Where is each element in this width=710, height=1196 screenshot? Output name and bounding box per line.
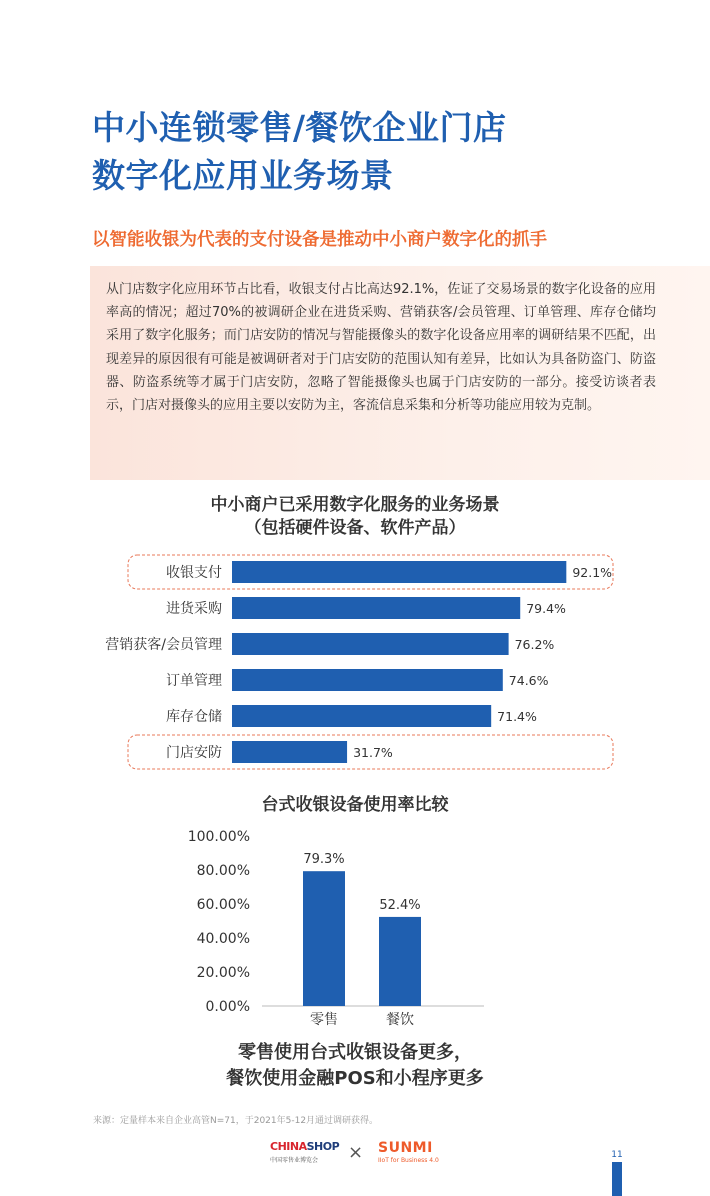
conclusion-line-1: 零售使用台式收银设备更多， xyxy=(238,1042,472,1063)
bar-chart-1-title xyxy=(0,494,710,540)
column-value-label-0: 79.3% xyxy=(303,852,345,868)
column-value-label-1: 52.4% xyxy=(379,897,421,913)
y-tick-label-0: 0.00% xyxy=(205,999,250,1015)
page-number-bar xyxy=(612,1162,622,1196)
y-tick-label-3: 60.00% xyxy=(196,897,250,913)
sunmi-logo-sub: IIoT for Business 4.0 xyxy=(378,1157,439,1164)
conclusion-title xyxy=(0,1040,710,1092)
column-category-label-0: 零售 xyxy=(310,1012,338,1028)
bar-4 xyxy=(232,705,491,727)
vertical-bar-chart xyxy=(0,820,710,1040)
value-label-1: 79.4% xyxy=(526,601,566,616)
column-category-label-1: 餐饮 xyxy=(386,1012,414,1028)
column-0 xyxy=(303,871,345,1006)
value-label-4: 71.4% xyxy=(497,709,537,724)
page-title-line-2: 数字化应用业务场景 xyxy=(92,156,394,195)
value-label-0: 92.1% xyxy=(572,565,613,580)
y-tick-label-2: 40.00% xyxy=(196,931,250,947)
bar-3 xyxy=(232,669,503,691)
summary-paragraph: 从门店数字化应用环节占比看，收银支付占比高达92.1%，佐证了交易场景的数字化设备的应用率高的情况；超过70%的被调研企业在进货采购、营销获客/会员管理、订单管理、库存仓储均采用了数字化服务；而门店安防的情况与智能摄像头的数字化设备应用率的调研结果不匹配，出现差异的原因很有可能是被调研者对于门店安防的范围认知有差异，比如认为具备防盗门、防盗器、防盗系统等才属于门店安防，忽略了智能摄像头也属于门店安防的一部分。接受访谈者表示，门店对摄像头的应用主要以安防为主，客流信息采集和分析等功能应用较为克制。 xyxy=(106,282,656,414)
section-subtitle: 以智能收银为代表的支付设备是推动中小商户数字化的抓手 xyxy=(92,230,547,250)
bar-chart-1-title-line-2: （包括硬件设备、软件产品） xyxy=(244,518,466,538)
bar-0 xyxy=(232,561,566,583)
summary-box xyxy=(90,266,710,480)
category-label-3: 订单管理 xyxy=(166,673,222,689)
column-1 xyxy=(379,917,421,1006)
bar-1 xyxy=(232,597,520,619)
cross-icon: × xyxy=(348,1142,364,1163)
category-label-4: 库存仓储 xyxy=(166,709,222,725)
bar-5 xyxy=(232,741,347,763)
chinashop-logo-b: SHOP xyxy=(306,1140,340,1153)
category-label-2: 营销获客/会员管理 xyxy=(105,637,222,653)
source-note: 来源：定量样本来自企业高管N=71，于2021年5-12月通过调研获得。 xyxy=(93,1116,379,1126)
value-label-2: 76.2% xyxy=(514,637,555,652)
horizontal-bar-chart xyxy=(0,548,710,778)
sunmi-logo: SUNMI xyxy=(378,1140,433,1156)
value-label-3: 74.6% xyxy=(508,673,549,688)
y-tick-label-5: 100.00% xyxy=(187,829,250,845)
y-tick-label-4: 80.00% xyxy=(196,863,250,879)
chinashop-logo xyxy=(270,1140,339,1153)
page-title-line-1: 中小连锁零售/餐饮企业门店 xyxy=(92,108,507,147)
bar-chart-1-title-line-1: 中小商户已采用数字化服务的业务场景 xyxy=(210,495,500,515)
category-label-1: 进货采购 xyxy=(166,601,222,617)
bar-2 xyxy=(232,633,509,655)
chinashop-logo-a: CHINA xyxy=(270,1140,307,1153)
page-number: 11 xyxy=(611,1150,623,1160)
bar-chart-2-title: 台式收银设备使用率比较 xyxy=(261,795,449,815)
category-label-0: 收银支付 xyxy=(166,565,222,581)
page-title xyxy=(92,104,507,200)
conclusion-line-2: 餐饮使用金融POS和小程序更多 xyxy=(226,1068,484,1089)
chinashop-logo-sub: 中国零售业博览会 xyxy=(270,1157,319,1164)
y-tick-label-1: 20.00% xyxy=(196,965,250,981)
category-label-5: 门店安防 xyxy=(166,745,222,761)
footer-logos xyxy=(270,1140,450,1170)
value-label-5: 31.7% xyxy=(353,745,393,760)
